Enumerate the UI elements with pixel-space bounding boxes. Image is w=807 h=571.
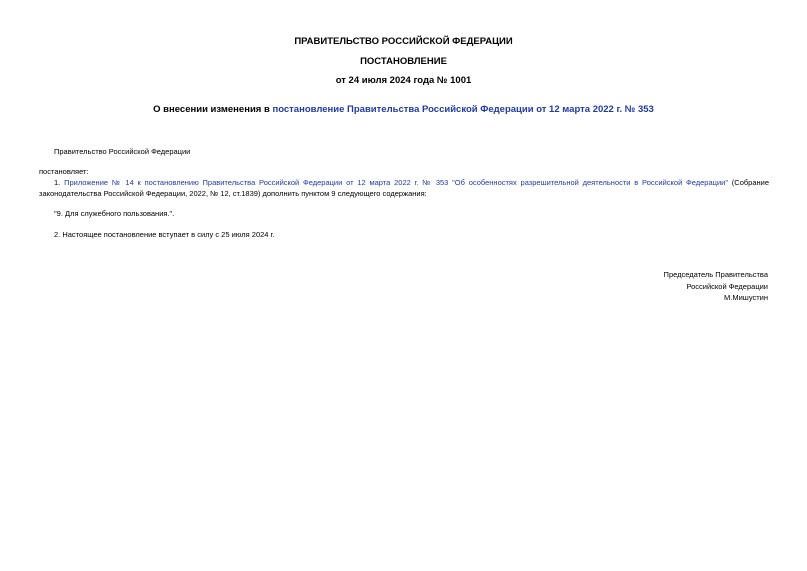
signature-block	[664, 269, 768, 304]
item-1-rest: (Собрание законодательства Российской Федерации, 2022, № 12, ст.1839) дополнить пунктом 9 следующего содержания:	[39, 178, 770, 198]
signature-name: М.Мишустин	[724, 293, 768, 302]
quoted-item-9: "9. Для служебного пользования.".	[54, 209, 175, 218]
item-1-number: 1.	[54, 178, 65, 187]
item-1-link-appendix-14[interactable]: Приложение № 14 к постановлению Правительства Российской Федерации от 12 марта 2022 г. № 353 "Об особенностях разрешительной деятельности в Российской Федерации"	[64, 178, 728, 187]
item-1-paragraph	[39, 177, 769, 199]
government-line: Правительство Российской Федерации	[54, 147, 191, 156]
item-2-paragraph: 2. Настоящее постановление вступает в силу с 25 июля 2024 г.	[54, 230, 275, 239]
document-type-heading: ПОСТАНОВЛЕНИЕ	[360, 56, 447, 67]
document-date-number: от 24 июля 2024 года № 1001	[335, 75, 472, 86]
signature-country: Российской Федерации	[686, 281, 768, 291]
decides-line: постановляет:	[39, 167, 89, 176]
government-heading: ПРАВИТЕЛЬСТВО РОССИЙСКОЙ ФЕДЕРАЦИИ	[294, 36, 513, 47]
title-link-resolution-353[interactable]: постановление Правительства Российской Федерации от 12 марта 2022 г. № 353	[272, 104, 654, 115]
signature-position: Председатель Правительства	[663, 270, 768, 279]
title-prefix: О внесении изменения в	[153, 104, 273, 115]
document-title	[0, 104, 807, 115]
